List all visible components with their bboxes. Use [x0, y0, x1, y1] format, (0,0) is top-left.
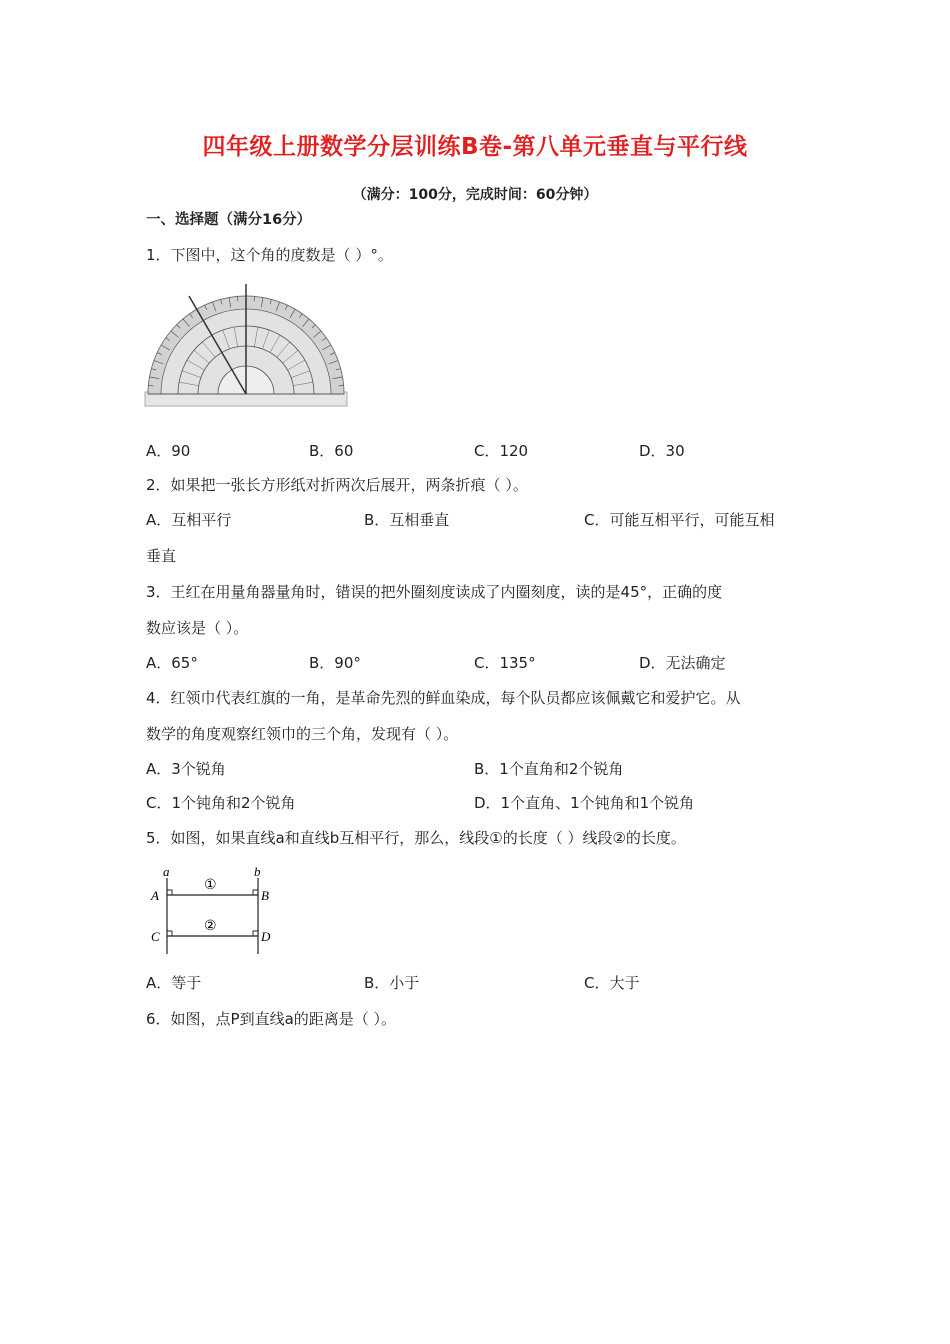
- q4-option-b: B．1个直角和2个锐角: [474, 760, 624, 778]
- label-line-a: a: [163, 864, 170, 879]
- q2-option-b: B．互相垂直: [364, 511, 450, 529]
- section-heading: 一、选择题（满分16分）: [146, 212, 312, 228]
- question-4: 4．红领巾代表红旗的一角，是革命先烈的鲜血染成，每个队员都应该佩戴它和爱护它。从: [146, 689, 741, 707]
- q4-option-d: D．1个直角、1个钝角和1个锐角: [474, 794, 695, 812]
- q4-option-c: C．1个钝角和2个锐角: [146, 794, 296, 812]
- question-3-cont: 数应该是（ ）。: [146, 619, 249, 637]
- q1-option-b: B．60: [309, 442, 354, 460]
- q1-option-a: A．90: [146, 442, 191, 460]
- q3-option-b: B．90°: [309, 654, 361, 672]
- label-line-b: b: [254, 864, 261, 879]
- q3-option-a: A．65°: [146, 654, 198, 672]
- exam-info: （满分：100分，完成时间：60分钟）: [352, 187, 598, 203]
- q3-option-c: C．135°: [474, 654, 536, 672]
- question-4-cont: 数学的角度观察红领巾的三个角，发现有（ ）。: [146, 725, 459, 743]
- q1-option-c: C．120: [474, 442, 529, 460]
- question-1: 1．下图中，这个角的度数是（ ）°。: [146, 246, 393, 264]
- parallel-lines-figure: [148, 864, 288, 956]
- q5-option-a: A．等于: [146, 974, 202, 992]
- q2-option-a: A．互相平行: [146, 511, 232, 529]
- label-point-B: B: [261, 888, 269, 903]
- question-3: 3．王红在用量角器量角时，错误的把外圈刻度读成了内圈刻度，读的是45°，正确的度: [146, 583, 723, 601]
- q1-option-d: D．30: [639, 442, 685, 460]
- q3-option-d: D．无法确定: [639, 654, 726, 672]
- protractor-figure: [143, 282, 353, 408]
- page-title: 四年级上册数学分层训练B卷-第八单元垂直与平行线: [202, 134, 748, 160]
- label-segment-2: ②: [204, 919, 217, 934]
- q5-option-c: C．大于: [584, 974, 640, 992]
- q2-option-c-cont: 垂直: [146, 547, 177, 565]
- q5-option-b: B．小于: [364, 974, 420, 992]
- q2-option-c: C．可能互相平行，可能互相: [584, 511, 775, 529]
- label-point-A: A: [151, 888, 159, 903]
- label-point-D: D: [261, 929, 271, 944]
- question-6: 6．如图，点P到直线a的距离是（ ）。: [146, 1010, 397, 1028]
- q4-option-a: A．3个锐角: [146, 760, 226, 778]
- label-segment-1: ①: [204, 878, 217, 893]
- label-point-C: C: [151, 929, 160, 944]
- question-5: 5．如图，如果直线a和直线b互相平行，那么，线段①的长度（ ）线段②的长度。: [146, 829, 686, 847]
- question-2: 2．如果把一张长方形纸对折两次后展开，两条折痕（ ）。: [146, 476, 528, 494]
